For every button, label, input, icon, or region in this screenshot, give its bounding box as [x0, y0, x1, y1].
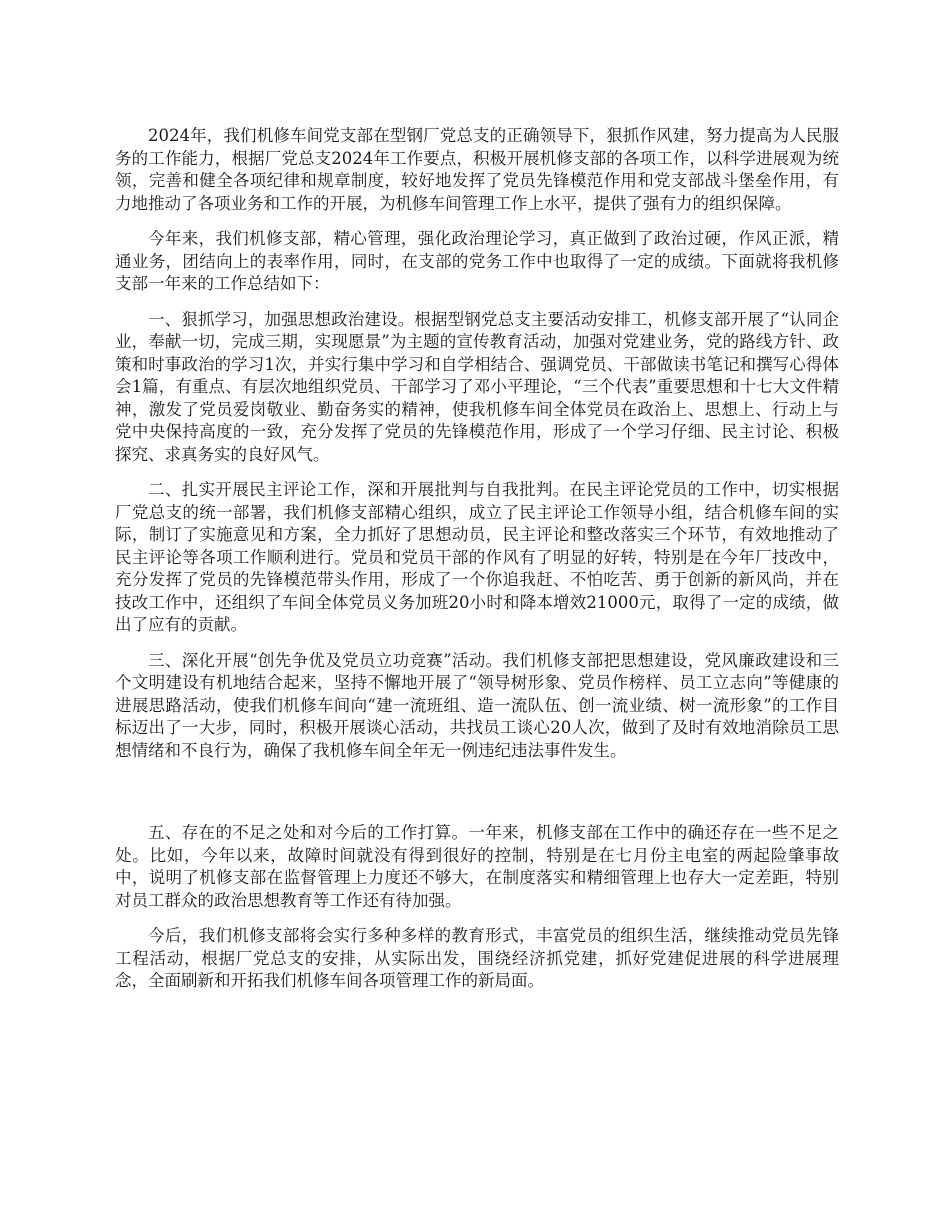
- paragraph-section-2: 二、扎实开展民主评论工作，深和开展批判与自我批判。在民主评论党员的工作中，切实根据厂党总支的统一部署，我们机修支部精心组织，成立了民主评论工作领导小组，结合机修车间的实际，制订了实施意见和方案，全力抓好了思想动员，民主评论和整改落实三个环节，有效地推动了民主评论等各项工作顺利进行。党员和党员干部的作风有了明显的好转，特别是在今年厂技改中，充分发挥了党员的先锋模范带头作用，形成了一个你追我赶、不怕吃苦、勇于创新的新风尚，并在技改工作中，还组织了车间全体党员义务加班20小时和降本增效21000元，取得了一定的成绩，做出了应有的贡献。: [115, 480, 839, 634]
- paragraph-overview: 今年来，我们机修支部，精心管理，强化政治理论学习，真正做到了政治过硬，作风正派，精通业务，团结向上的表率作用，同时，在支部的党务工作中也取得了一定的成绩。下面就将我机修支部一年来的工作总结如下：: [115, 229, 839, 293]
- paragraph-section-3: 三、深化开展“创先争优及党员立功竞赛”活动。我们机修支部把思想建设，党风廉政建设和三个文明建设有机地结合起来，坚持不懈地开展了“领导树形象、党员作榜样、员工立志向”等健康的进展思路活动，使我们机修车间向“建一流班组、造一流队伍、创一流业绩、树一流形象”的工作目标迈出了一大步，同时，积极开展谈心活动，共找员工谈心20人次，做到了及时有效地消除员工思想情绪和不良行为，确保了我机修车间全年无一例违纪违法事件发生。: [115, 650, 839, 760]
- paragraph-section-1: 一、狠抓学习，加强思想政治建设。根据型钢党总支主要活动安排工，机修支部开展了“认同企业，奉献一切，完成三期，实现愿景”为主题的宣传教育活动，加强对党建业务，党的路线方针、政策和时事政治的学习1次，并实行集中学习和自学相结合、强调党员、干部做读书笔记和撰写心得体会1篇，有重点、有层次地组织党员、干部学习了邓小平理论，“三个代表”重要思想和十七大文件精神，激发了党员爱岗敬业、勤奋务实的精神，使我机修车间全体党员在政治上、思想上、行动上与党中央保持高度的一致，充分发挥了党员的先锋模范作用，形成了一个学习仔细、民主讨论、积极探究、求真务实的良好风气。: [115, 309, 839, 464]
- document-body: [115, 125, 839, 1006]
- paragraph-section-5: 五、存在的不足之处和对今后的工作打算。一年来，机修支部在工作中的确还存在一些不足之处。比如，今年以来，故障时间就没有得到很好的控制，特别是在七月份主电室的两起险肇事故中，说明了机修支部在监督管理上力度还不够大，在制度落实和精细管理上也存大一定差距，特别对员工群众的政治思想教育等工作还有待加强。: [115, 823, 839, 910]
- paragraph-future-plan: 今后，我们机修支部将会实行多种多样的教育形式，丰富党员的组织生活，继续推动党员先锋工程活动，根据厂党总支的安排，从实际出发，围绕经济抓党建，抓好党建促进展的科学进展理念，全面刷新和开拓我们机修车间各项管理工作的新局面。: [115, 926, 839, 990]
- paragraph-intro: 2024年，我们机修车间党支部在型钢厂党总支的正确领导下，狠抓作风建，努力提高为人民服务的工作能力，根据厂党总支2024年工作要点，积极开展机修支部的各项工作，以科学进展观为统领，完善和健全各项纪律和规章制度，较好地发挥了党员先锋模范作用和党支部战斗堡垒作用，有力地推动了各项业务和工作的开展，为机修车间管理工作上水平，提供了强有力的组织保障。: [115, 126, 839, 213]
